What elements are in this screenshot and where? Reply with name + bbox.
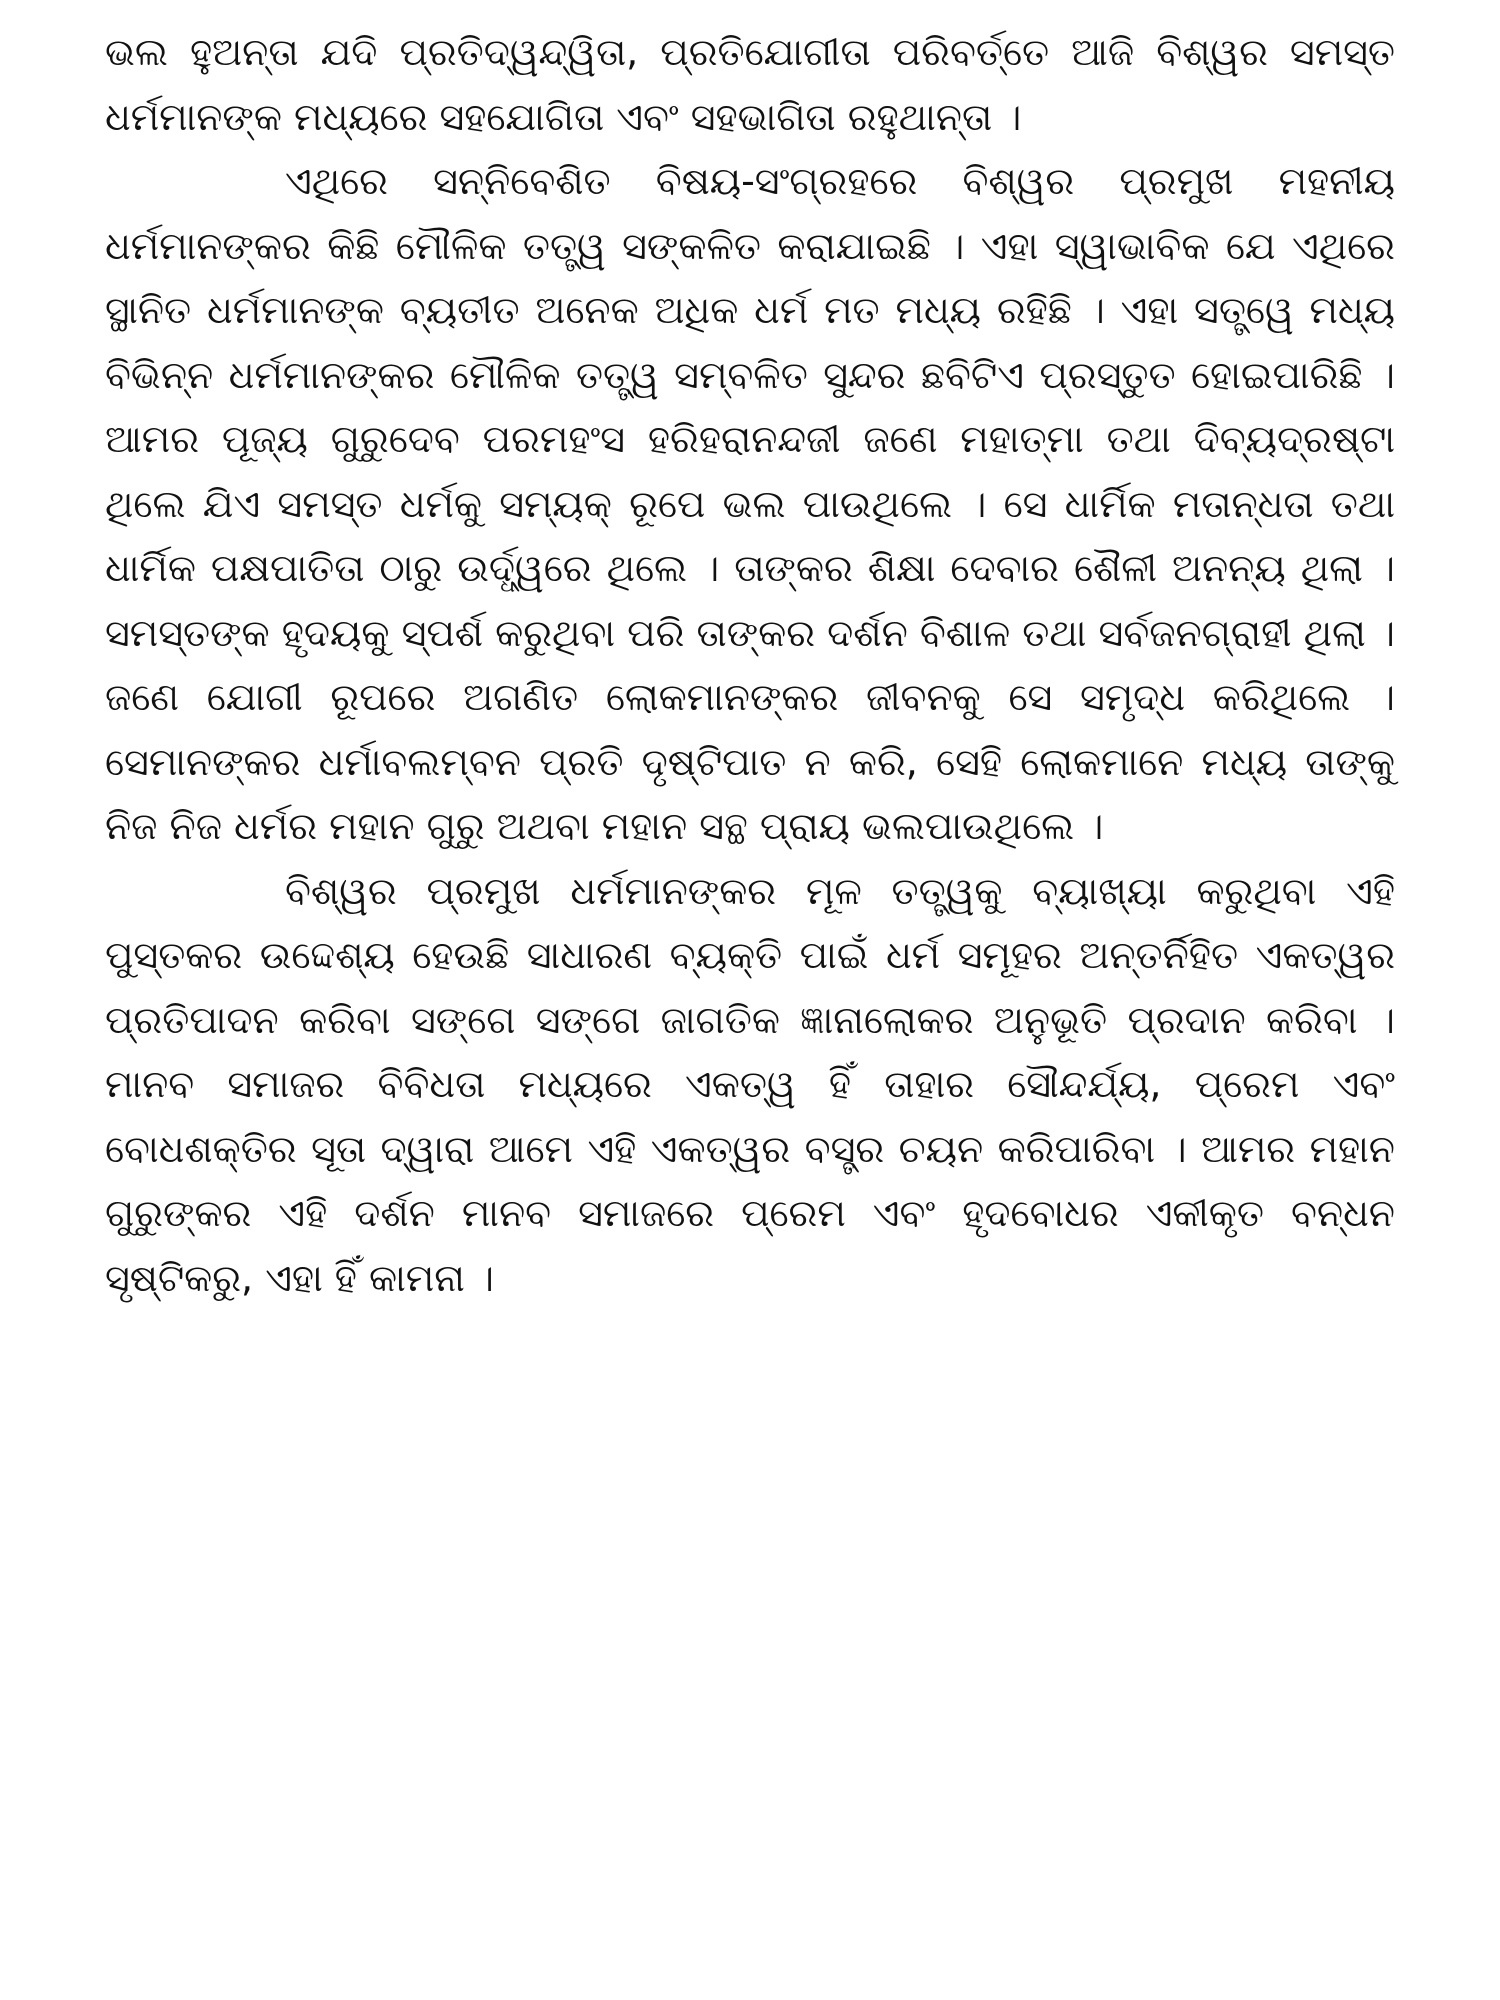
paragraph-3: ବିଶ୍ୱର ପ୍ରମୁଖ ଧର୍ମମାନଙ୍କର ମୂଳ ତତ୍ତ୍ୱକୁ ବ୍ୟାଖ୍ୟା କରୁଥିବା ଏହି ପୁସ୍ତକର ଉଦ୍ଦେଶ୍ୟ ହେଉଛି ସାଧାରଣ ବ୍ୟକ୍ତି ପାଇଁ ଧର୍ମ ସମୂହର ଅନ୍ତର୍ନିହିତ ଏକତ୍ୱର ପ୍ରତିପାଦନ କରିବା ସଙ୍ଗେ ସଙ୍ଗେ ଜାଗତିକ ଜ୍ଞାନାଲୋକର ଅନୁଭୂତି ପ୍ରଦାନ କରିବା । ମାନବ ସମାଜର ବିବିଧତା ମଧ୍ୟରେ ଏକତ୍ୱ ହିଁ ତାହାର ସୌନ୍ଦର୍ଯ୍ୟ, ପ୍ରେମ ଏବଂ ବୋଧଶକ୍ତିର ସୂତା ଦ୍ୱାରା ଆମେ ଏହି ଏକତ୍ୱର ବସ୍ତ୍ର ଚୟନ କରିପାରିବା । ଆମର ମହାନ ଗୁରୁଙ୍କର ଏହି ଦର୍ଶନ ମାନବ ସମାଜରେ ପ୍ରେମ ଏବଂ ହୃଦବୋଧର ଏକୀକୃତ ବନ୍ଧନ ସୃଷ୍ଟିକରୁ, ଏହା ହିଁ କାମନା । [105,868,1395,1300]
body-text [105,20,1395,1310]
paragraph-2: ଏଥିରେ ସନ୍ନିବେଶିତ ବିଷୟ-ସଂଗ୍ରହରେ ବିଶ୍ୱର ପ୍ରମୁଖ ମହନୀୟ ଧର୍ମମାନଙ୍କର କିଛି ମୌଳିକ ତତ୍ତ୍ୱ ସଙ୍କଳିତ କରାଯାଇଛି । ଏହା ସ୍ୱାଭାବିକ ଯେ ଏଥିରେ ସ୍ଥାନିତ ଧର୍ମମାନଙ୍କ ବ୍ୟତୀତ ଅନେକ ଅଧିକ ଧର୍ମ ମତ ମଧ୍ୟ ରହିଛି । ଏହା ସତ୍ତ୍ୱେ ମଧ୍ୟ ବିଭିନ୍ନ ଧର୍ମମାନଙ୍କର ମୌଳିକ ତତ୍ତ୍ୱ ସମ୍ବଳିତ ସୁନ୍ଦର ଛବିଟିଏ ପ୍ରସ୍ତୁତ ହୋଇପାରିଛି । ଆମର ପୂଜ୍ୟ ଗୁରୁଦେବ ପରମହଂସ ହରିହରାନନ୍ଦଜୀ ଜଣେ ମହାତ୍ମା ତଥା ଦିବ୍ୟଦ୍ରଷ୍ଟା ଥିଲେ ଯିଏ ସମସ୍ତ ଧର୍ମକୁ ସମ୍ୟକ୍ ରୂପେ ଭଲ ପାଉଥିଲେ । ସେ ଧାର୍ମିକ ମତାନ୍ଧତା ତଥା ଧାର୍ମିକ ପକ୍ଷପାତିତା ଠାରୁ ଉର୍ଦ୍ଧ୍ୱରେ ଥିଲେ । ତାଙ୍କର ଶିକ୍ଷା ଦେବାର ଶୈଳୀ ଅନନ୍ୟ ଥିଲା । ସମସ୍ତଙ୍କ ହୃଦୟକୁ ସ୍ପର୍ଶ କରୁଥିବା ପରି ତାଙ୍କର ଦର୍ଶନ ବିଶାଳ ତଥା ସର୍ବଜନଗ୍ରାହୀ ଥିଲା । ଜଣେ ଯୋଗୀ ରୂପରେ ଅଗଣିତ ଲୋକମାନଙ୍କର ଜୀବନକୁ ସେ ସମୃଦ୍ଧ କରିଥିଲେ । ସେମାନଙ୍କର ଧର୍ମାବଲମ୍ବନ ପ୍ରତି ଦୃଷ୍ଟିପାତ ନ କରି, ସେହି ଲୋକମାନେ ମଧ୍ୟ ତାଙ୍କୁ ନିଜ ନିଜ ଧର୍ମର ମହାନ ଗୁରୁ ଅଥବା ମହାନ ସନ୍ଥ ପ୍ରାୟ ଭଲପାଉଥିଲେ । [105,159,1395,848]
paragraph-1: ଭଲ ହୁଅନ୍ତା ଯଦି ପ୍ରତିଦ୍ୱନ୍ଦ୍ୱିତା, ପ୍ରତିଯୋଗୀତା ପରିବର୍ତ୍ତେ ଆଜି ବିଶ୍ୱର ସମସ୍ତ ଧର୍ମମାନଙ୍କ ମଧ୍ୟରେ ସହଯୋଗିତା ଏବଂ ସହଭାଗିତା ରହୁଥାନ୍ତା । [105,30,1395,139]
